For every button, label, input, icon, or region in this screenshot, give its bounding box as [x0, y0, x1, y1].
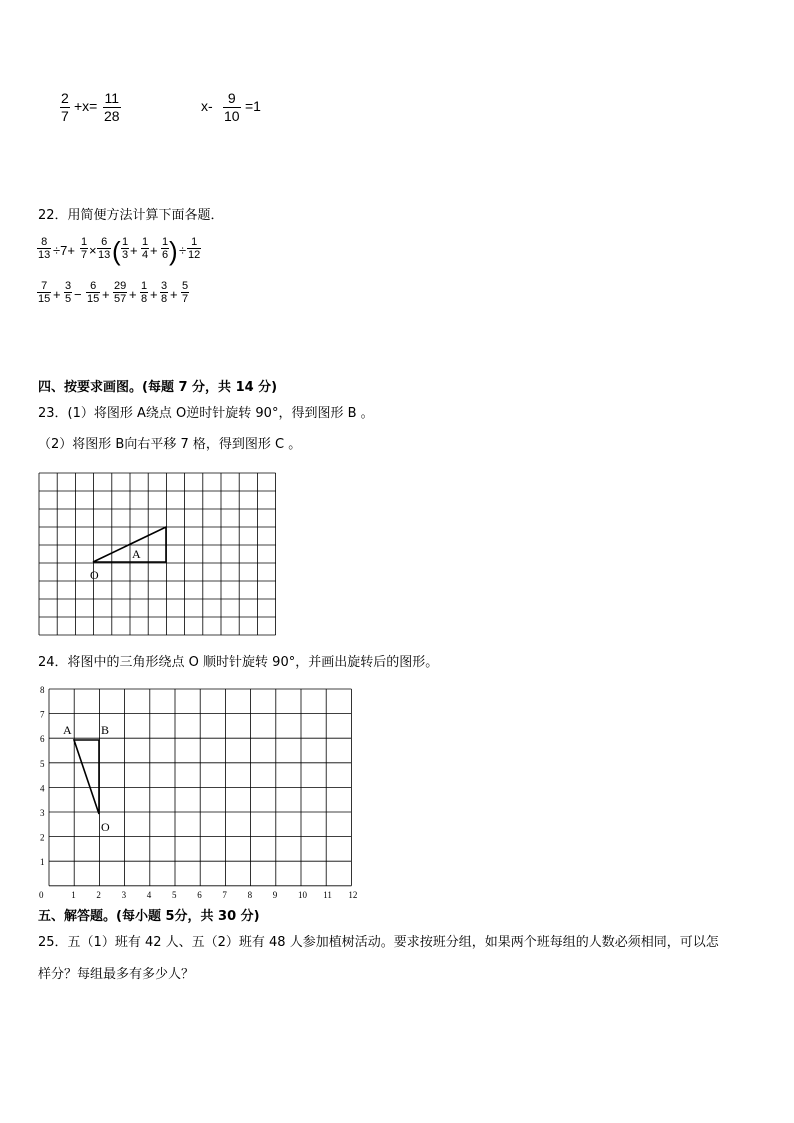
y-tick-label: 2 [40, 832, 45, 843]
x-tick-label: 3 [121, 889, 127, 900]
operator: + [53, 287, 61, 302]
operator: + [150, 243, 158, 258]
question-25-line-2: 样分？每组最多有多少人？ [38, 967, 195, 982]
grid-lines [49, 689, 351, 886]
question-23-line-1: 23．(1）将图形 A绕点 O逆时针旋转 90°，得到图形 B 。 [38, 406, 374, 421]
section-4-title: 四、按要求画图。(每题 7 分，共 14 分) [38, 380, 278, 395]
q22-expression-2 [37, 280, 197, 314]
triangle-abo [74, 740, 99, 814]
fraction [223, 90, 241, 125]
denominator: 10 [224, 108, 240, 124]
left-paren: ( [112, 236, 121, 266]
equation-2 [201, 90, 281, 130]
fraction: $\frac{1}{12}$ [188, 236, 201, 261]
operator: + [130, 243, 138, 258]
fraction: $\frac{7}{15}$ [38, 280, 51, 305]
operator: =1 [245, 98, 261, 114]
operator: + [129, 287, 137, 302]
x-tick-label: 9 [272, 889, 278, 900]
y-tick-label: 6 [40, 734, 45, 745]
fraction: $\frac{1}{8}$ [141, 280, 148, 305]
operator: ÷ [179, 243, 187, 258]
fraction: $\frac{29}{57}$ [114, 280, 127, 305]
operator: + [102, 287, 110, 302]
fraction: $\frac{6}{13}$ [98, 236, 111, 261]
operator: ÷7+ [53, 243, 75, 258]
x-tick-label: 10 [298, 889, 307, 900]
equation-1 [60, 90, 140, 130]
right-paren: ) [169, 236, 178, 266]
q23-grid-figure [38, 472, 276, 638]
fraction: $\frac{8}{13}$ [38, 236, 51, 261]
y-tick-label: 5 [40, 758, 45, 769]
section-5-title: 五、解答题。(每小题 5分，共 30 分) [38, 909, 260, 924]
fraction [60, 90, 70, 125]
label-o: O [101, 820, 110, 834]
y-tick-label: 8 [40, 686, 45, 695]
y-tick-label: 1 [40, 857, 45, 868]
operator: +x= [74, 98, 98, 114]
fraction: $\frac{5}{7}$ [182, 280, 189, 305]
shape-a [93, 527, 166, 562]
label-a: A [132, 547, 141, 561]
fraction: $\frac{1}{7}$ [81, 236, 88, 261]
x-tick-label: 11 [323, 889, 332, 900]
numerator: 2 [61, 90, 69, 106]
operator: − [74, 287, 82, 302]
q24-coordinate-grid [36, 686, 358, 902]
x-tick-label: 0 [39, 889, 44, 900]
numerator: 11 [104, 90, 120, 106]
grid-lines [39, 473, 276, 635]
fraction: $\frac{6}{15}$ [87, 280, 100, 305]
x-tick-label: 6 [197, 889, 202, 900]
x-tick-label: 2 [96, 889, 101, 900]
question-25-line-1: 25．五（1）班有 42 人、五（2）班有 48 人参加植树活动。要求按班分组，如果两个班每组的人数必须相同，可以怎 [38, 935, 719, 950]
operator: + [150, 287, 158, 302]
denominator: 7 [61, 108, 69, 124]
label-b: B [101, 723, 110, 737]
question-23-line-2: （2）将图形 B向右平移 7 格，得到图形 C 。 [38, 437, 302, 452]
operator: + [170, 287, 178, 302]
fraction [103, 90, 121, 125]
operator: × [89, 243, 97, 258]
question-22-title: 22．用简便方法计算下面各题． [38, 208, 224, 223]
x-tick-label: 12 [348, 889, 358, 900]
fraction: $\frac{3}{5}$ [65, 280, 72, 305]
x-tick-label: 7 [222, 889, 227, 900]
x-tick-label: 5 [172, 889, 177, 900]
question-24-title: 24．将图中的三角形绕点 O 顺时针旋转 90°，并画出旋转后的图形。 [38, 655, 439, 670]
fraction: $\frac{1}{3}$ [122, 236, 129, 261]
label-o: O [90, 568, 99, 582]
q22-expression-1 [37, 236, 201, 270]
x-tick-label: 4 [146, 889, 152, 900]
denominator: 28 [104, 108, 120, 124]
y-tick-label: 4 [40, 783, 45, 794]
x-tick-label: 8 [247, 889, 253, 900]
fraction: $\frac{1}{6}$ [162, 236, 169, 261]
x-tick-labels [39, 890, 357, 900]
triangle-a [93, 527, 166, 562]
y-tick-label: 3 [40, 808, 45, 818]
fraction: $\frac{1}{4}$ [142, 236, 149, 261]
numerator: 9 [223, 90, 241, 108]
x-tick-label: 1 [71, 889, 76, 900]
fraction: $\frac{3}{8}$ [161, 280, 168, 305]
y-tick-labels [40, 686, 45, 867]
label-a: A [63, 723, 72, 737]
y-tick-label: 7 [40, 709, 45, 720]
operator: x- [201, 98, 213, 114]
